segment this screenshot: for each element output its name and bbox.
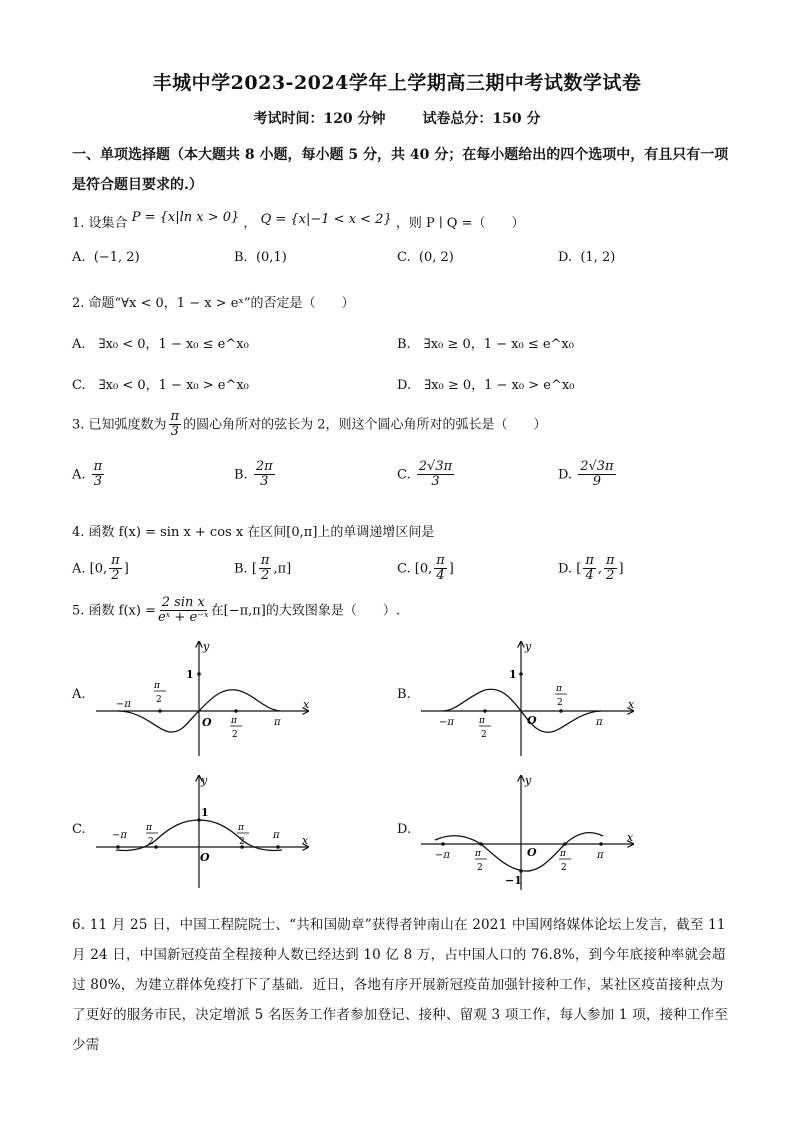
svg-text:−π: −π [116, 699, 131, 710]
svg-text:2: 2 [557, 698, 563, 708]
svg-text:π: π [238, 823, 244, 833]
q1-comma: ， [243, 216, 257, 231]
svg-text:π: π [154, 681, 160, 691]
q1-option-d: D. (1, 2) [558, 250, 616, 265]
graph-a [88, 636, 318, 758]
svg-text:O: O [202, 716, 212, 729]
svg-text:π: π [475, 849, 481, 859]
curve [435, 833, 603, 871]
svg-text:2: 2 [239, 837, 245, 847]
question-6-text: 6. 11 月 25 日，中国工程院院士、“共和国勋章”获得者钟南山在 2021 中国网络媒体论坛上发言，截至 11 月 24 日，中国新冠疫苗全程接种人数已经达到 10 亿 8 万，占中国人口的 76.8%，到今年底接种率就会超过 80%，为建立群体免疫打下了基础．近日，各地有序开展新冠疫苗加强针接种工作，某社区疫苗接种点为了更好的服务市民，决定增派 5 名医务工作者参加登记、接种、留观 3 项工作，每人参加 1 项，接种工作至少需 [72, 917, 729, 1053]
graph-c [88, 770, 318, 892]
svg-text:−π: −π [112, 830, 127, 841]
q1-option-c: C. (0, 2) [397, 250, 454, 265]
svg-text:2: 2 [232, 730, 238, 740]
exam-score: 试卷总分：150 分 [422, 111, 541, 127]
q1-set-q: Q = {x|−1 < x < 2} [260, 212, 392, 227]
question-1-stem [72, 212, 525, 231]
svg-text:y: y [525, 640, 532, 653]
svg-text:π: π [231, 716, 237, 726]
q5-option-d: D. [397, 822, 412, 837]
exam-time: 考试时间：120 分钟 [253, 111, 386, 127]
svg-text:π: π [560, 849, 566, 859]
svg-text:O: O [527, 846, 537, 859]
q2-option-d: D. ∃x₀ ≥ 0，1 − x₀ > e^x₀ [397, 378, 575, 393]
svg-text:y: y [525, 774, 532, 787]
q1-option-a: A. (−1, 2) [72, 250, 140, 265]
q4-option-b: B. [ $\frac{\pi}{2}$ ,π] [234, 553, 292, 584]
svg-text:π: π [274, 717, 281, 728]
svg-text:π: π [273, 830, 280, 841]
svg-text:1: 1 [509, 668, 517, 681]
q4-option-a: A. [0, $\frac{\pi}{2}$ ] [72, 553, 129, 584]
question-2-stem: 2. 命题“∀x < 0，1 − x > eˣ”的否定是（ ） [72, 296, 355, 311]
svg-text:−1: −1 [505, 874, 522, 887]
svg-text:O: O [200, 851, 210, 864]
section-heading: 一、单项选择题（本大题共 8 小题，每小题 5 分，共 40 分；在每小题给出的四个选项中，有且只有一项是符合题目要求的.） [72, 147, 729, 193]
q3-option-b: B. $\frac{2\pi}{3}$ [234, 459, 273, 490]
q4-option-d: D. [ $\frac{\pi}{4}$ , $\frac{\pi}{2}$ ] [558, 553, 624, 584]
q4-option-c: C. [0, $\frac{\pi}{4}$ ] [397, 553, 454, 584]
q5-option-a: A. [72, 687, 86, 702]
svg-text:x: x [302, 834, 309, 847]
svg-text:x: x [303, 698, 310, 711]
q2-option-b: B. ∃x₀ ≥ 0，1 − x₀ ≤ e^x₀ [397, 337, 574, 352]
svg-text:x: x [628, 698, 635, 711]
q2-option-a: A. ∃x₀ < 0，1 − x₀ ≤ e^x₀ [72, 337, 249, 352]
q3-option-d: D. $\frac{2√3\pi}{9}$ [558, 459, 614, 490]
svg-text:1: 1 [186, 668, 194, 681]
svg-text:π: π [556, 684, 562, 694]
exam-info [0, 108, 794, 128]
svg-text:2: 2 [561, 863, 567, 873]
svg-text:2: 2 [148, 837, 154, 847]
question-4-stem: 4. 函数 f(x) = sin x + cos x 在区间[0,π]上的单调递增区间是 [72, 525, 435, 540]
svg-text:−π: −π [435, 850, 450, 861]
q1-set-p: P = {x|ln x > 0} [131, 210, 240, 225]
svg-text:1: 1 [201, 806, 209, 819]
q1-tail: ，则 P ∣ Q =（ ） [395, 216, 525, 231]
q2-option-c: C. ∃x₀ < 0，1 − x₀ > e^x₀ [72, 378, 249, 393]
svg-text:y: y [201, 774, 208, 787]
graph-d [413, 770, 643, 892]
q5-option-b: B. [397, 687, 411, 702]
question-3-stem: 3. 已知弧度数为 $\frac{\pi}{3}$ 的圆心角所对的弦长为 2，则这个圆心角所对的弧长是（ ） [72, 409, 547, 440]
svg-text:2: 2 [156, 695, 162, 705]
page-title: 丰城中学2023-2024学年上学期高三期中考试数学试卷 [152, 72, 642, 94]
svg-text:π: π [479, 716, 485, 726]
svg-text:π: π [596, 717, 603, 728]
svg-text:2: 2 [477, 863, 483, 873]
svg-text:−π: −π [439, 717, 454, 728]
svg-text:π: π [597, 850, 604, 861]
q1-prefix: 1. 设集合 [72, 216, 128, 231]
svg-text:2: 2 [481, 730, 487, 740]
q5-option-c: C. [72, 822, 86, 837]
q3-option-c: C. $\frac{2√3\pi}{3}$ [397, 459, 453, 490]
svg-text:O: O [527, 714, 537, 727]
q3-option-a: A. $\frac{\pi}{3}$ [72, 459, 103, 490]
q1-option-b: B. (0,1) [234, 250, 287, 265]
svg-text:x: x [627, 831, 634, 844]
svg-text:π: π [146, 823, 152, 833]
svg-text:y: y [203, 640, 210, 653]
question-5-stem: 5. 函数 f(x) = $\frac{\text{2 sin x}}{\text{eˣ + e⁻ˣ}}$ 在[−π,π]的大致图象是（ ）. [72, 595, 401, 626]
graph-b [413, 636, 643, 758]
